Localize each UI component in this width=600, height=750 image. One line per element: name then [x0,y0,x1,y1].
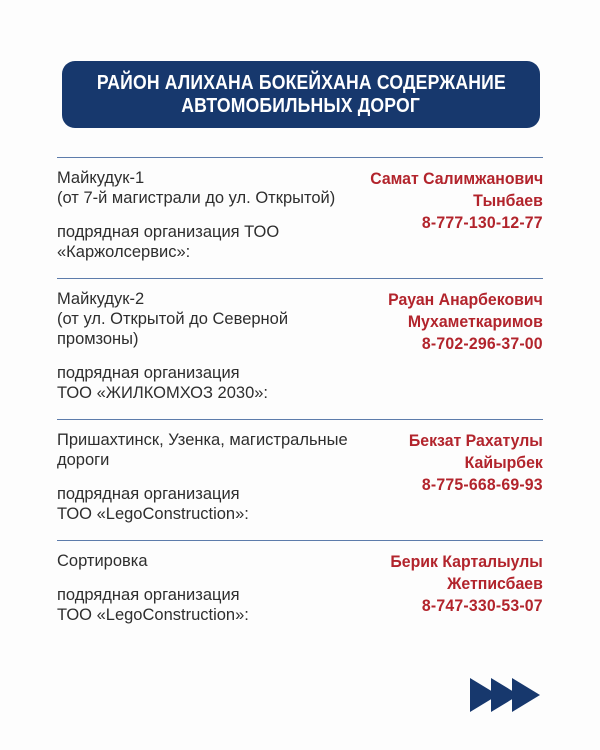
contractor-info [57,484,358,524]
contractor-line: подрядная организация ТОО [57,223,280,241]
road-extent: (от 7-й магистрали до ул. Открытой) [57,189,336,207]
next-page-arrows[interactable] [470,678,540,712]
contact-info [370,289,543,355]
contact-name-line: Мухаметкаримов [408,313,543,331]
contact-phone: 8-702-296-37-00 [422,335,543,353]
contact-name-line: Кайырбек [464,454,543,472]
road-name: Майкудук-1 [57,169,145,187]
list-item [57,419,543,540]
contractor-line: «Каржолсервис»: [57,243,191,261]
contact-phone: 8-775-668-69-93 [422,476,543,494]
contact-info [370,168,543,234]
contact-name-line: Жетписбаев [447,575,543,593]
road-name: Майкудук-2 [57,290,145,308]
road-name: дороги [57,451,110,469]
contractor-line: подрядная организация [57,586,240,604]
road-info [57,551,358,625]
road-extent: промзоны) [57,330,139,348]
contact-info [370,551,543,617]
contact-name-line: Берик Карталыулы [390,553,543,571]
page-title-line-1: РАЙОН АЛИХАНА БОКЕЙХАНА СОДЕРЖАНИЕ [96,71,506,94]
road-info [57,289,358,403]
page-title-line-2: АВТОМОБИЛЬНЫХ ДОРОГ [181,94,421,117]
road-info [57,168,358,262]
list-item [57,157,543,278]
contractor-line: ТОО «LegoConstruction»: [57,505,249,523]
list-item [57,278,543,419]
page-title-banner [62,61,540,128]
road-sections-list [57,157,543,641]
road-name: Пришахтинск, Узенка, магистральные [57,431,348,449]
contractor-info [57,585,358,625]
right-arrow-icon [512,678,540,712]
contact-phone: 8-747-330-53-07 [422,597,543,615]
contact-name-line: Бекзат Рахатулы [409,432,543,450]
contact-info [370,430,543,496]
contact-phone: 8-777-130-12-77 [422,214,543,232]
contractor-line: ТОО «LegoConstruction»: [57,606,249,624]
contractor-info [57,222,358,262]
contact-name-line: Тынбаев [473,192,543,210]
list-item [57,540,543,641]
road-name: Сортировка [57,552,148,570]
road-info [57,430,358,524]
contractor-line: подрядная организация [57,364,240,382]
contractor-line: подрядная организация [57,485,240,503]
contact-name-line: Рауан Анарбекович [388,291,543,309]
contact-name-line: Самат Салимжанович [370,170,544,188]
contractor-line: ТОО «ЖИЛКОМХОЗ 2030»: [57,384,269,402]
road-extent: (от ул. Открытой до Северной [57,310,289,328]
contractor-info [57,363,358,403]
